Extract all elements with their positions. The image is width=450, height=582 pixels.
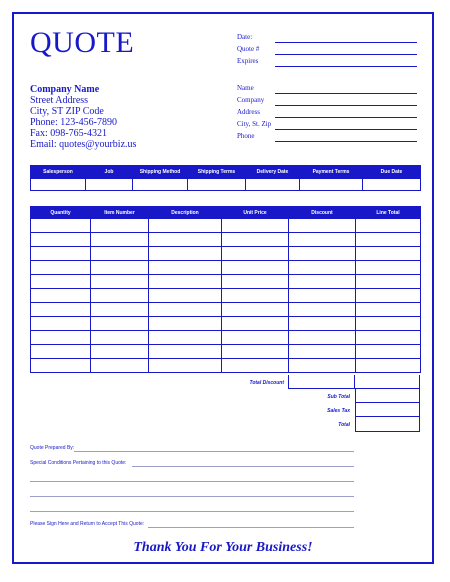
line-total-cell[interactable] [356, 233, 421, 247]
item-number-cell[interactable] [91, 219, 149, 233]
unit-price-cell[interactable] [222, 317, 289, 331]
description-cell[interactable] [149, 233, 222, 247]
table-row [31, 233, 421, 247]
discount-cell[interactable] [289, 247, 356, 261]
date-field[interactable] [237, 33, 417, 45]
header-quantity: Quantity [31, 207, 91, 219]
table-row [31, 289, 421, 303]
special-conditions-line-4[interactable] [30, 511, 354, 512]
header-delivery-date: Delivery Date [246, 166, 300, 179]
table-row [31, 359, 421, 373]
discount-cell[interactable] [289, 261, 356, 275]
table-row [31, 303, 421, 317]
description-cell[interactable] [149, 345, 222, 359]
item-number-cell[interactable] [91, 331, 149, 345]
unit-price-cell[interactable] [222, 275, 289, 289]
customer-name-field[interactable] [237, 84, 417, 96]
quantity-cell[interactable] [31, 247, 91, 261]
item-number-cell[interactable] [91, 317, 149, 331]
description-cell[interactable] [149, 289, 222, 303]
prepared-by-line[interactable] [74, 451, 354, 452]
unit-price-cell[interactable] [222, 303, 289, 317]
discount-cell[interactable] [289, 317, 356, 331]
total-discount-label: Total Discount [249, 380, 284, 386]
customer-name-line [275, 93, 417, 94]
discount-cell[interactable] [289, 233, 356, 247]
table-row [31, 331, 421, 345]
order-info-table [30, 165, 421, 191]
special-conditions-label: Special Conditions Pertaining to this Quote: [30, 460, 127, 466]
description-cell[interactable] [149, 317, 222, 331]
shipping-terms-cell[interactable] [188, 179, 246, 191]
discount-cell[interactable] [289, 219, 356, 233]
quantity-cell[interactable] [31, 303, 91, 317]
payment-terms-cell[interactable] [300, 179, 363, 191]
table-row [31, 317, 421, 331]
description-cell[interactable] [149, 275, 222, 289]
discount-cell[interactable] [289, 359, 356, 373]
header-salesperson: Salesperson [31, 166, 86, 179]
quantity-cell[interactable] [31, 331, 91, 345]
quantity-cell[interactable] [31, 219, 91, 233]
header-description: Description [149, 207, 222, 219]
unit-price-cell[interactable] [222, 261, 289, 275]
total-discount-cell[interactable] [288, 375, 355, 389]
header-shipping-method: Shipping Method [133, 166, 188, 179]
quote-number-field[interactable] [237, 45, 417, 57]
customer-address-field[interactable] [237, 108, 417, 120]
total-label: Total [338, 422, 350, 428]
item-number-cell[interactable] [91, 289, 149, 303]
sub-total-cell[interactable] [355, 389, 420, 403]
shipping-method-cell[interactable] [133, 179, 188, 191]
line-total-cell[interactable] [356, 331, 421, 345]
salesperson-cell[interactable] [31, 179, 86, 191]
company-email: Email: quotes@yourbiz.us [30, 139, 137, 150]
description-cell[interactable] [149, 359, 222, 373]
quantity-cell[interactable] [31, 233, 91, 247]
quote-number-label: Quote # [237, 45, 260, 53]
header-item-number: Item Number [91, 207, 149, 219]
sign-here-label: Please Sign Here and Return to Accept This Quote: [30, 521, 145, 527]
total-cell[interactable] [355, 417, 420, 432]
customer-name-label: Name [237, 84, 254, 92]
customer-city-label: City, St. Zip [237, 120, 272, 128]
quantity-cell[interactable] [31, 317, 91, 331]
item-number-cell[interactable] [91, 275, 149, 289]
sales-tax-cell[interactable] [355, 403, 420, 417]
discount-cell[interactable] [289, 303, 356, 317]
item-number-cell[interactable] [91, 247, 149, 261]
company-fax: Fax: 098-765-4321 [30, 128, 107, 139]
unit-price-cell[interactable] [222, 359, 289, 373]
due-date-cell[interactable] [363, 179, 421, 191]
unit-price-cell[interactable] [222, 233, 289, 247]
header-due-date: Due Date [363, 166, 421, 179]
sub-total-label: Sub Total [327, 394, 350, 400]
header-discount: Discount [289, 207, 356, 219]
customer-city-line [275, 129, 417, 130]
header-job: Job [86, 166, 133, 179]
table-row [31, 275, 421, 289]
item-number-cell[interactable] [91, 345, 149, 359]
job-cell[interactable] [86, 179, 133, 191]
description-cell[interactable] [149, 303, 222, 317]
discount-cell[interactable] [289, 289, 356, 303]
line-total-cell[interactable] [356, 289, 421, 303]
quantity-cell[interactable] [31, 345, 91, 359]
company-phone: Phone: 123-456-7890 [30, 117, 117, 128]
line-total-cell[interactable] [356, 359, 421, 373]
date-line [275, 42, 417, 43]
header-unit-price: Unit Price [222, 207, 289, 219]
customer-company-line [275, 105, 417, 106]
customer-company-field[interactable] [237, 96, 417, 108]
item-number-cell[interactable] [91, 233, 149, 247]
special-conditions-line-3[interactable] [30, 496, 354, 497]
unit-price-cell[interactable] [222, 331, 289, 345]
sales-tax-label: Sales Tax [327, 408, 350, 414]
special-conditions-line-2[interactable] [30, 481, 354, 482]
line-total-cell[interactable] [356, 303, 421, 317]
quantity-cell[interactable] [31, 289, 91, 303]
unit-price-cell[interactable] [222, 247, 289, 261]
delivery-date-cell[interactable] [246, 179, 300, 191]
item-number-cell[interactable] [91, 303, 149, 317]
line-items-table [30, 206, 421, 373]
unit-price-cell[interactable] [222, 345, 289, 359]
line-total-cell[interactable] [356, 345, 421, 359]
company-street: Street Address [30, 95, 89, 106]
table-row [31, 261, 421, 275]
quantity-cell[interactable] [31, 359, 91, 373]
expires-line [275, 66, 417, 67]
total-discount-line-total-cell[interactable] [355, 375, 420, 389]
company-name: Company Name [30, 84, 100, 95]
date-label: Date: [237, 33, 253, 41]
description-cell[interactable] [149, 331, 222, 345]
discount-cell[interactable] [289, 345, 356, 359]
header-line-total: Line Total [356, 207, 421, 219]
customer-phone-label: Phone [237, 132, 255, 140]
table-row [31, 247, 421, 261]
description-cell[interactable] [149, 247, 222, 261]
company-city: City, ST ZIP Code [30, 106, 104, 117]
customer-city-field[interactable] [237, 120, 417, 132]
discount-cell[interactable] [289, 331, 356, 345]
document-title: QUOTE [30, 26, 135, 59]
unit-price-cell[interactable] [222, 219, 289, 233]
line-total-cell[interactable] [356, 275, 421, 289]
prepared-by-label: Quote Prepared By: [30, 445, 75, 451]
unit-price-cell[interactable] [222, 289, 289, 303]
description-cell[interactable] [149, 219, 222, 233]
special-conditions-line[interactable] [132, 466, 354, 467]
thank-you-message: Thank You For Your Business! [133, 540, 313, 555]
customer-phone-line [275, 141, 417, 142]
customer-address-label: Address [237, 108, 260, 116]
table-row [31, 345, 421, 359]
expires-label: Expires [237, 57, 259, 65]
description-cell[interactable] [149, 261, 222, 275]
customer-phone-field[interactable] [237, 132, 417, 144]
item-number-cell[interactable] [91, 261, 149, 275]
header-payment-terms: Payment Terms [300, 166, 363, 179]
quote-number-line [275, 54, 417, 55]
table-row [31, 219, 421, 233]
line-total-cell[interactable] [356, 317, 421, 331]
discount-cell[interactable] [289, 275, 356, 289]
company-block [30, 84, 136, 150]
line-total-cell[interactable] [356, 247, 421, 261]
item-number-cell[interactable] [91, 359, 149, 373]
expires-field[interactable] [237, 57, 417, 69]
customer-company-label: Company [237, 96, 265, 104]
quantity-cell[interactable] [31, 261, 91, 275]
signature-line[interactable] [148, 527, 354, 528]
quantity-cell[interactable] [31, 275, 91, 289]
customer-address-line [275, 117, 417, 118]
header-shipping-terms: Shipping Terms [188, 166, 246, 179]
line-total-cell[interactable] [356, 261, 421, 275]
line-total-cell[interactable] [356, 219, 421, 233]
